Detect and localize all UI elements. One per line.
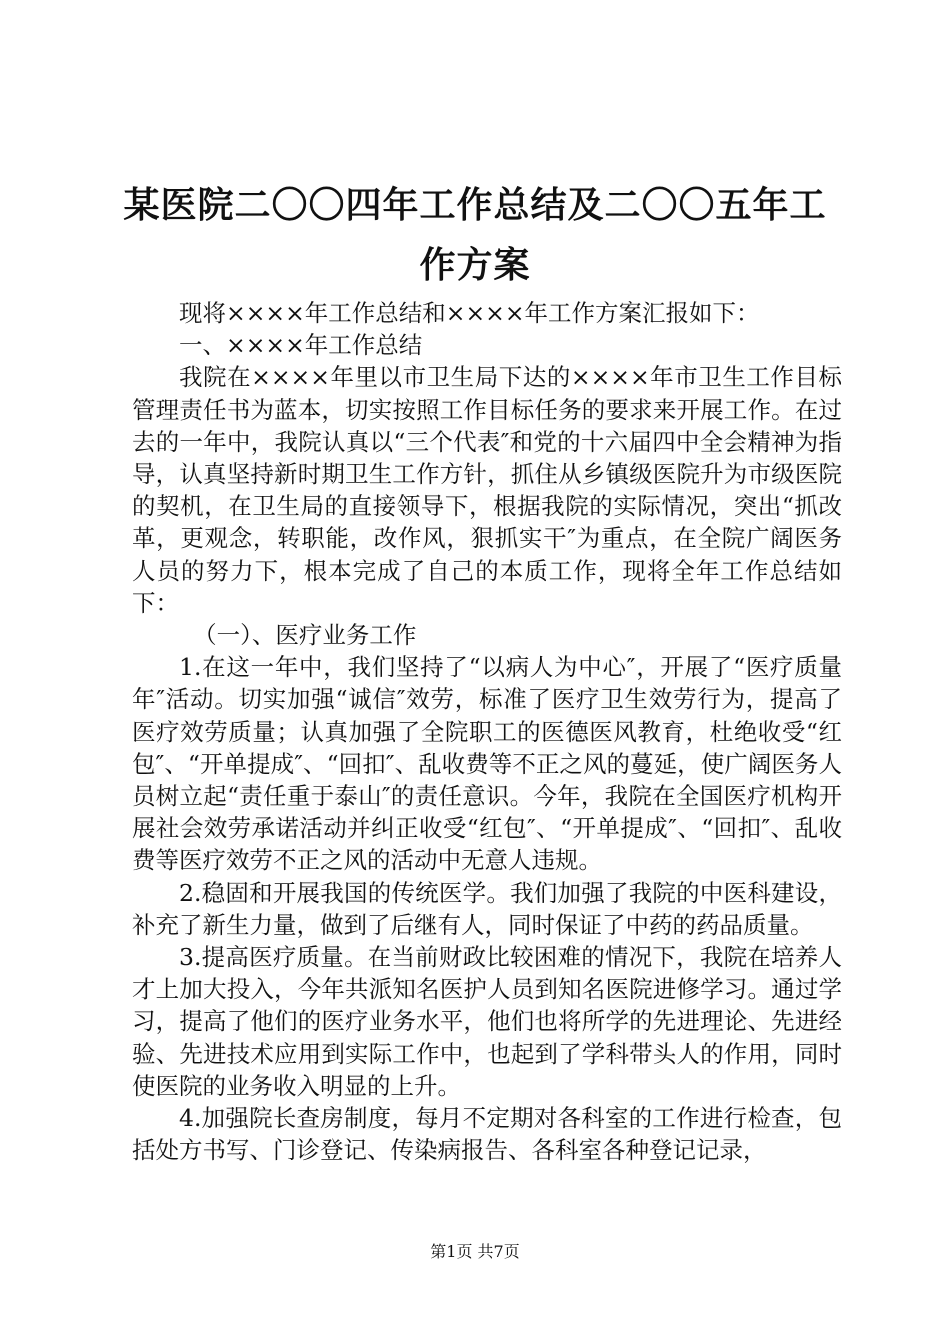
intro-paragraph: 现将××××年工作总结和××××年工作方案汇报如下： [179, 299, 760, 327]
item-paragraph-2: 2.稳固和开展我国的传统医学。我们加强了我院的中医科建设，补充了新生力量，做到了后继有人，同时保证了中药的药品质量。 [132, 878, 842, 939]
summary-paragraph: 我院在××××年里以市卫生局下达的××××年市卫生工作目标管理责任书为蓝本，切实按照工作目标任务的要求来开展工作。在过去的一年中，我院认真以“三个代表″和党的十六届四中全会精神为指导，认真坚持新时期卫生工作方针，抓住从乡镇级医院升为市级医院的契机，在卫生局的直接领导下，根据我院的实际情况，突出“抓改革，更观念，转职能，改作风，狠抓实干″为重点，在全院广阔医务人员的努力下，根本完成了自己的本质工作，现将全年工作总结如下： [132, 363, 842, 617]
page-footer: 第1页 共7页 [430, 1242, 520, 1261]
item-paragraph-4: 4.加强院长查房制度，每月不定期对各科室的工作进行检查，包括处方书写、门诊登记、传染病报告、各科室各种登记记录， [132, 1104, 842, 1165]
section-heading-1: 一、××××年工作总结 [179, 331, 423, 360]
document-title: 某医院二〇〇四年工作总结及二〇〇五年工作方案 [123, 185, 827, 286]
subsection-heading-medical: （一）、医疗业务工作 [193, 621, 417, 650]
item-paragraph-3: 3.提高医疗质量。在当前财政比较困难的情况下，我院在培养人才上加大投入，今年共派知名医护人员到知名医院进修学习。通过学习，提高了他们的医疗业务水平，他们也将所学的先进理论、先进经验、先进技术应用到实际工作中，也起到了学科带头人的作用，同时使医院的业务收入明显的上升。 [132, 943, 842, 1100]
document-body [132, 297, 842, 1166]
item-paragraph-1: 1.在这一年中，我们坚持了“以病人为中心″，开展了“医疗质量年″活动。切实加强“诚信″效劳，标准了医疗卫生效劳行为，提高了医疗效劳质量；认真加强了全院职工的医德医风教育，杜绝收受“红包″、“开单提成″、“回扣″、乱收费等不正之风的蔓延，使广阔医务人员树立起“责任重于泰山″的责任意识。今年，我院在全国医疗机构开展社会效劳承诺活动并纠正收受“红包″、“开单提成″、“回扣″、乱收费等医疗效劳不正之风的活动中无意人违规。 [132, 653, 842, 875]
